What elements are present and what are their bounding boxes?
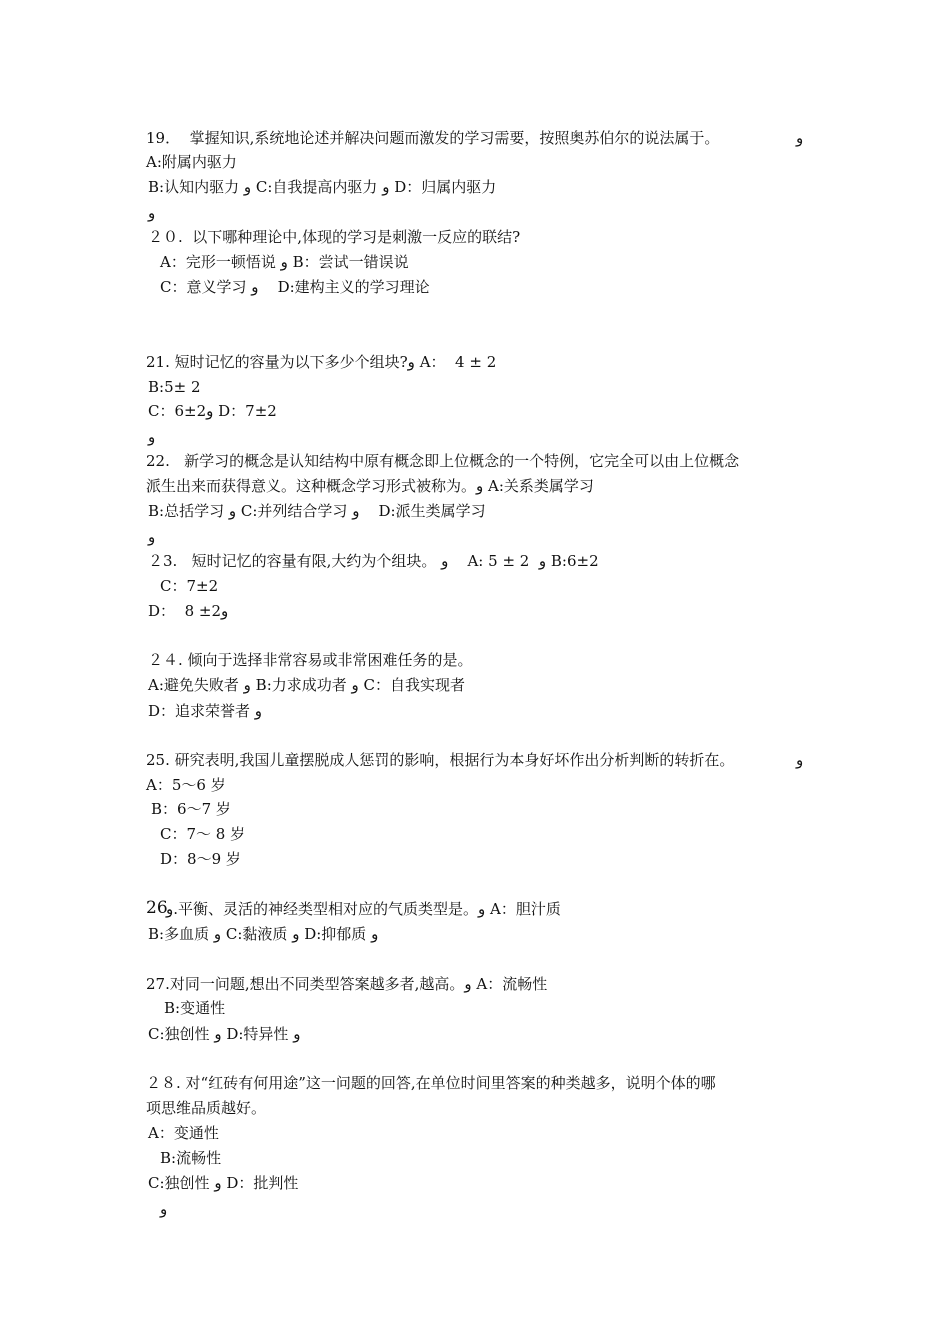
q21-options-cd: C：6±2و D：7±2 bbox=[148, 402, 277, 420]
q28-option-b: B:流畅性 bbox=[160, 1149, 222, 1167]
q25-stem: 25. 研究表明,我国儿童摆脱成人惩罚的影响，根据行为本身好坏作出分析判断的转折在。 bbox=[146, 751, 740, 769]
q20-options-cd: C：意义学习 و D:建构主义的学习理论 bbox=[160, 278, 430, 296]
q27-options-cd: C:独创性 و D:特异性 و bbox=[148, 1025, 301, 1043]
q24-options-abc: A:避免失败者 و B:力求成功者 و C：自我实现者 bbox=[148, 676, 466, 694]
q19-options-bcd: B:认知内驱力 و C:自我提高内驱力 و D：归属内驱力 bbox=[148, 178, 497, 196]
q26-number: 26 bbox=[146, 898, 168, 918]
q24-stem: ２４. 倾向于选择非常容易或非常困难任务的是。 bbox=[148, 651, 473, 669]
q28-stem-line2: 项思维品质越好。 bbox=[146, 1099, 267, 1117]
q22-trailing-mark: و bbox=[148, 528, 156, 546]
q25-option-a: A：5～6 岁 bbox=[146, 776, 226, 794]
q28-trailing-mark: و bbox=[160, 1200, 168, 1218]
q21-trailing-mark: و bbox=[148, 428, 156, 446]
q25-option-b: B：6～7 岁 bbox=[151, 800, 231, 818]
q27-option-b: B:变通性 bbox=[164, 999, 226, 1017]
q22-stem-line1: 22. 新学习的概念是认知结构中原有概念即上位概念的一个特例，它完全可以由上位概念 bbox=[146, 452, 740, 470]
q28-stem-line1: ２８. 对“红砖有何用途”这一问题的回答,在单位时间里答案的种类越多，说明个体的哪 bbox=[146, 1074, 716, 1092]
q28-options-cd: C:独创性 و D：批判性 bbox=[148, 1174, 299, 1192]
q23-stem: ２3. 短时记忆的容量有限,大约为个组块。 و A: 5 ± 2 و B:6±2 bbox=[148, 552, 599, 570]
q22-stem-line2: 派生出来而获得意义。这种概念学习形式被称为。و A:关系类属学习 bbox=[146, 477, 594, 495]
q21-option-b: B:5± 2 bbox=[148, 378, 201, 396]
q23-option-d: D： 8 ±2و bbox=[148, 602, 229, 620]
q26-options-bcd: B:多血质 و C:黏液质 و D:抑郁质 و bbox=[148, 925, 379, 943]
q20-options-ab: A：完形一顿悟说 و B：尝试一错误说 bbox=[160, 253, 409, 271]
q19-stem-mark: و bbox=[796, 129, 804, 147]
q20-stem: ２０. 以下哪种理论中,体现的学习是刺激一反应的联结? bbox=[148, 228, 521, 246]
q25-option-c: C：7～ 8 岁 bbox=[160, 825, 246, 843]
q26-stem: و.平衡、灵活的神经类型相对应的气质类型是。و A：胆汁质 bbox=[166, 900, 561, 918]
q23-option-c: C：7±2 bbox=[160, 577, 219, 595]
q27-stem: 27.对同一问题,想出不同类型答案越多者,越高。و A：流畅性 bbox=[146, 975, 548, 993]
q28-option-a: A：变通性 bbox=[148, 1124, 219, 1142]
q21-stem: 21. 短时记忆的容量为以下多少个组块?و A： 4 ± 2 bbox=[146, 353, 497, 371]
q24-option-d: D：追求荣誉者 و bbox=[148, 702, 263, 720]
q19-stem: 19． 掌握知识,系统地论述并解决问题而激发的学习需要，按照奥苏伯尔的说法属于。 bbox=[146, 129, 725, 147]
q25-option-d: D：8～9 岁 bbox=[160, 850, 241, 868]
q19-trailing-mark: و bbox=[148, 204, 156, 222]
q19-option-a: A:附属内驱力 bbox=[146, 153, 237, 171]
q25-stem-mark: و bbox=[796, 751, 804, 769]
q22-options-bcd: B:总括学习 و C:并列结合学习 و D:派生类属学习 bbox=[148, 502, 486, 520]
